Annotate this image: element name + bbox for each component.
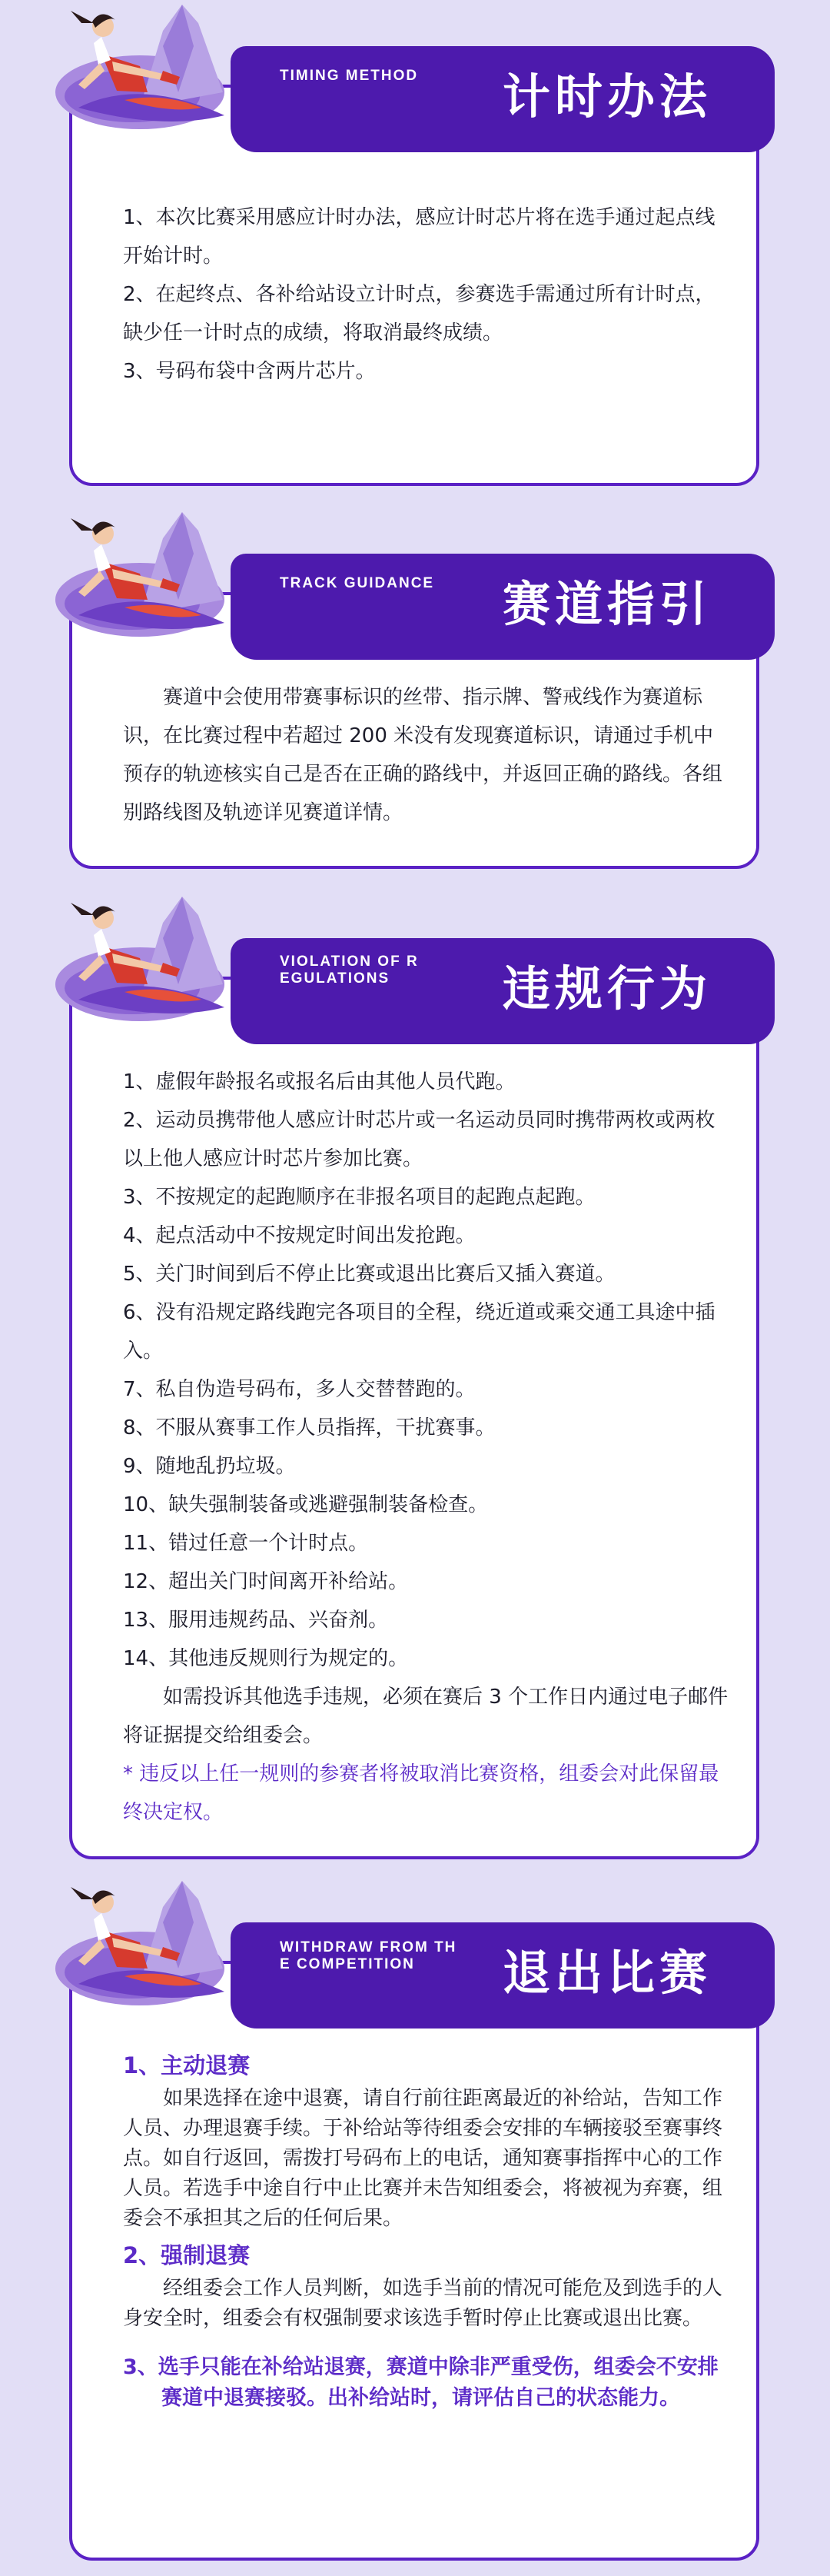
- list-item: 4、起点活动中不按规定时间出发抢跑。: [123, 1224, 476, 1247]
- banner-cn-title: 计时办法: [502, 68, 712, 125]
- banner-en-title: WITHDRAW FROM THE COMPETITION: [280, 1939, 457, 1972]
- banner-en-title: VIOLATION OF R EGULATIONS: [280, 954, 419, 987]
- list-item: 1、虚假年龄报名或报名后由其他人员代跑。: [123, 1070, 516, 1093]
- runner-mascot-illustration: [48, 508, 255, 646]
- section-track-guidance: [0, 508, 830, 892]
- list-item: 12、超出关门时间离开补给站。: [123, 1570, 409, 1593]
- list-item: 2、运动员携带他人感应计时芯片或一名运动员同时携带两枚或两枚以上他人感应计时芯片参加比赛。: [123, 1109, 715, 1170]
- list-item: 5、关门时间到后不停止比赛或退出比赛后又插入赛道。: [123, 1263, 616, 1286]
- list-item: 9、随地乱扔垃圾。: [123, 1455, 296, 1478]
- voluntary-withdraw-heading: 1、主动退赛: [123, 2052, 251, 2078]
- violation-list: [123, 1063, 730, 1832]
- list-item: 1、本次比赛采用感应计时办法，感应计时芯片将在选手通过起点线开始计时。: [123, 206, 715, 268]
- banner-en-title: TRACK GUIDANCE: [280, 575, 435, 591]
- list-item: 3、不按规定的起跑顺序在非报名项目的起跑点起跑。: [123, 1186, 596, 1209]
- withdraw-banner: [231, 1922, 775, 2029]
- track-paragraph: 赛道中会使用带赛事标识的丝带、指示牌、警戒线作为赛道标识，在比赛过程中若超过 200 米没有发现赛道标识，请通过手机中预存的轨迹核实自己是否在正确的路线中，并返回正确的路线。各组别路线图及轨迹详见赛道详情。: [123, 686, 723, 824]
- disqualification-note: * 违反以上任一规则的参赛者将被取消比赛资格，组委会对此保留最终决定权。: [123, 1762, 719, 1824]
- banner-cn-title: 违规行为: [502, 960, 712, 1017]
- timing-list: [123, 198, 730, 391]
- voluntary-withdraw-text: 如果选择在途中退赛，请自行前往距离最近的补给站，告知工作人员、办理退赛手续。于补给站等待组委会安排的车辆接驳至赛事终点。如自行返回，需拨打号码布上的电话，通知赛事指挥中心的工作人员。若选手中途自行中止比赛并未告知组委会，将被视为弃赛，组委会不承担其之后的任何后果。: [123, 2087, 723, 2230]
- withdraw-content: [123, 2047, 730, 2414]
- runner-mascot-illustration: [48, 1876, 255, 2015]
- section-timing-method: [0, 0, 830, 508]
- complaint-paragraph: 如需投诉其他选手违规，必须在赛后 3 个工作日内通过电子邮件将证据提交给组委会。: [123, 1686, 729, 1747]
- track-banner: [231, 554, 775, 660]
- withdraw-at-station-note: 3、选手只能在补给站退赛，赛道中除非严重受伤，组委会不安排赛道中退赛接驳。出补给站时，请评估自己的状态能力。: [123, 2355, 719, 2410]
- runner-mascot-illustration: [48, 892, 255, 1030]
- list-item: 13、服用违规药品、兴奋剂。: [123, 1609, 389, 1632]
- forced-withdraw-text: 经组委会工作人员判断，如选手当前的情况可能危及到选手的人身安全时，组委会有权强制要求该选手暂时停止比赛或退出比赛。: [123, 2277, 723, 2330]
- violation-banner: [231, 938, 775, 1044]
- list-item: 2、在起终点、各补给站设立计时点，参赛选手需通过所有计时点，缺少任一计时点的成绩，将取消最终成绩。: [123, 283, 715, 344]
- list-item: 14、其他违反规则行为规定的。: [123, 1647, 409, 1670]
- list-item: 7、私自伪造号码布，多人交替替跑的。: [123, 1378, 476, 1401]
- section-withdraw: [0, 1876, 830, 2576]
- section-violations: [0, 892, 830, 1876]
- runner-mascot-illustration: [48, 0, 255, 138]
- forced-withdraw-heading: 2、强制退赛: [123, 2242, 251, 2268]
- timing-banner: [231, 46, 775, 152]
- track-paragraph-box: [123, 678, 730, 832]
- list-item: 6、没有沿规定路线跑完各项目的全程，绕近道或乘交通工具途中插入。: [123, 1301, 715, 1363]
- list-item: 11、错过任意一个计时点。: [123, 1532, 369, 1555]
- banner-en-title: TIMING METHOD: [280, 68, 419, 84]
- banner-cn-title: 退出比赛: [502, 1945, 712, 2001]
- banner-cn-title: 赛道指引: [502, 576, 712, 632]
- list-item: 10、缺失强制装备或逃避强制装备检查。: [123, 1493, 489, 1516]
- list-item: 3、号码布袋中含两片芯片。: [123, 360, 376, 383]
- list-item: 8、不服从赛事工作人员指挥，干扰赛事。: [123, 1416, 496, 1439]
